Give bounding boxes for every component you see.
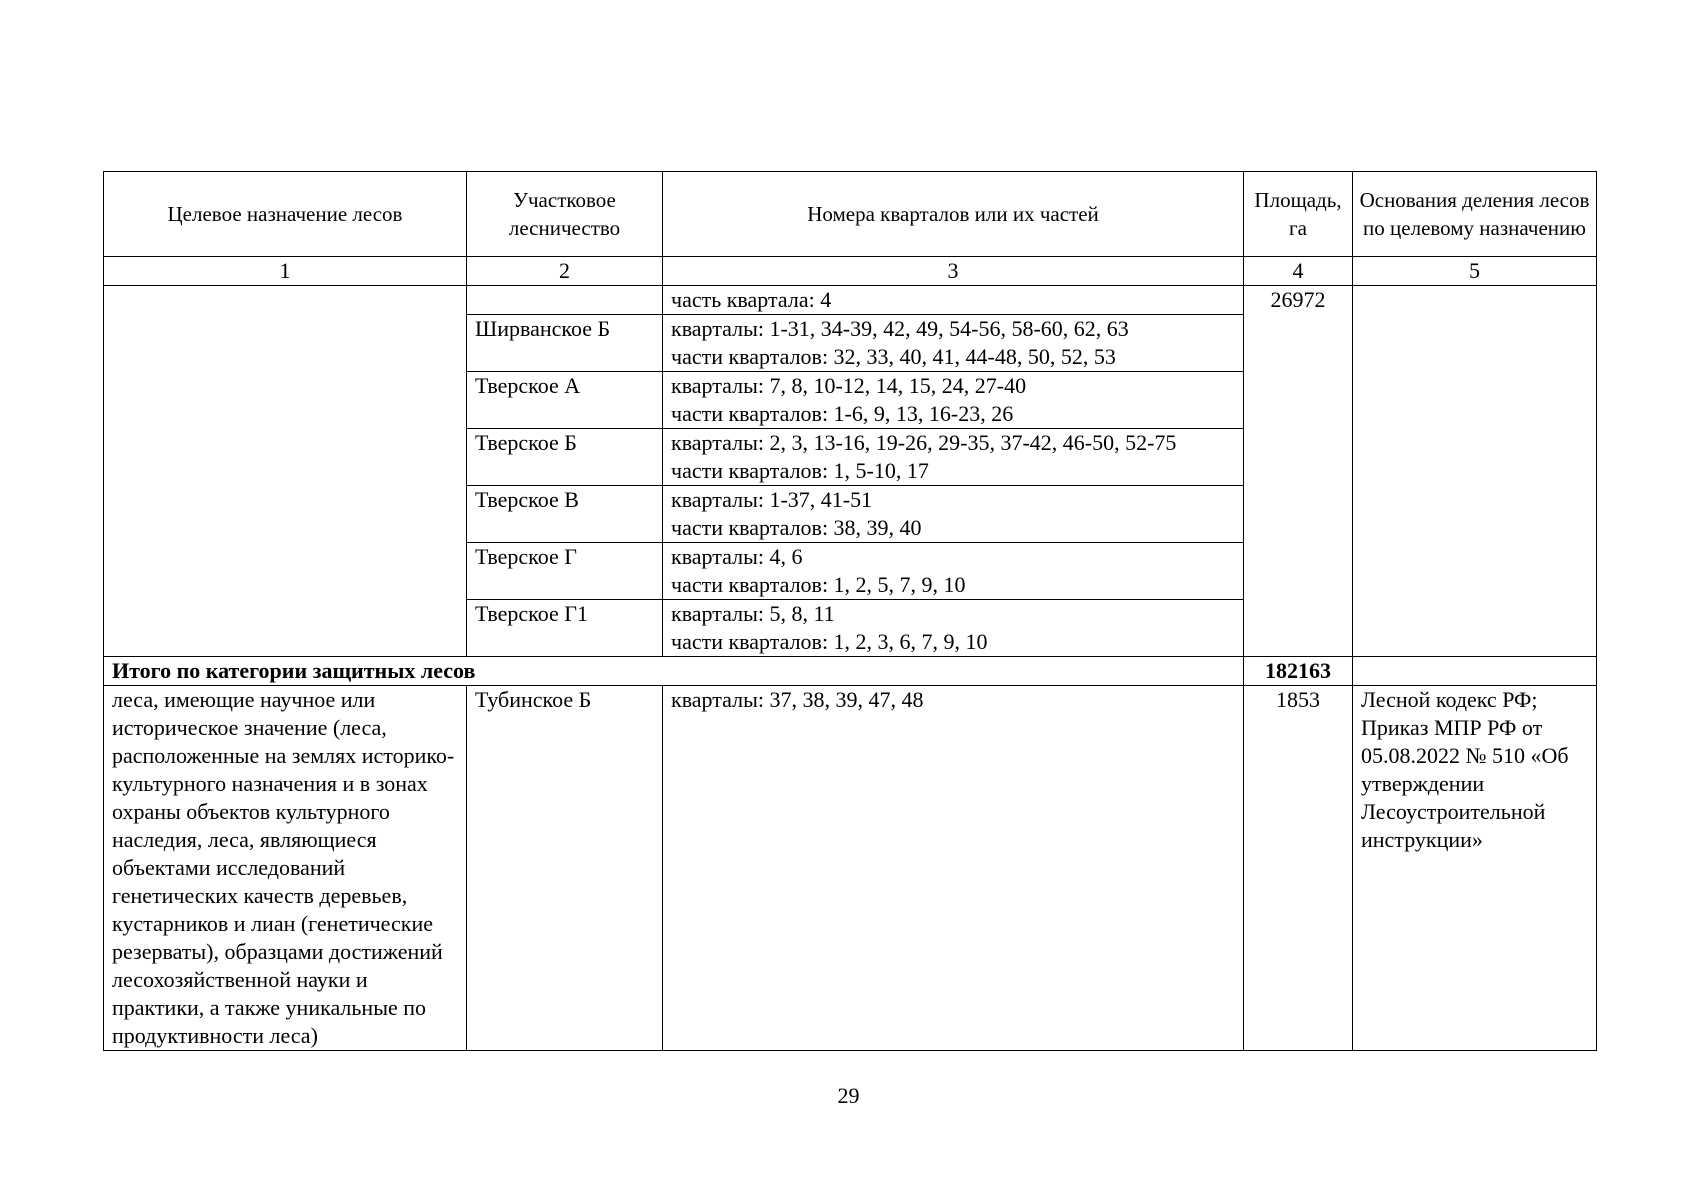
quarters-cell xyxy=(663,429,1244,486)
total-row xyxy=(104,657,1597,686)
quarters-text: кварталы: 7, 8, 10-12, 14, 15, 24, 27-40 xyxy=(671,373,1027,398)
quarters-text: кварталы: 1-37, 41-51 xyxy=(671,487,873,512)
quarters-text: кварталы: 5, 8, 11 xyxy=(671,601,835,626)
forestry-cell: Тверское А xyxy=(467,372,663,429)
total-basis-empty xyxy=(1353,657,1597,686)
quarters-cell xyxy=(663,286,1244,315)
column-number: 4 xyxy=(1244,257,1353,286)
forest-purpose-table xyxy=(103,171,1597,1051)
parts-text: части кварталов: 1, 2, 3, 6, 7, 9, 10 xyxy=(671,629,988,654)
header-area: Площадь, га xyxy=(1244,172,1353,257)
quarters-text: кварталы: 4, 6 xyxy=(671,544,803,569)
basis-cell: Лесной кодекс РФ; Приказ МПР РФ от 05.08.2022 № 510 «Об утверждении Лесоустроительной инструкции» xyxy=(1353,686,1597,1051)
quarters-cell xyxy=(663,315,1244,372)
quarters-text: кварталы: 1-31, 34-39, 42, 49, 54-56, 58-60, 62, 63 xyxy=(671,316,1129,341)
table-row xyxy=(104,686,1597,1051)
column-number-row xyxy=(104,257,1597,286)
purpose-cell-empty xyxy=(104,286,467,657)
table-row xyxy=(104,286,1597,315)
page-number: 29 xyxy=(837,1083,860,1108)
parts-text: части кварталов: 32, 33, 40, 41, 44-48, 50, 52, 53 xyxy=(671,344,1116,369)
forestry-cell-empty xyxy=(467,286,663,315)
total-value: 182163 xyxy=(1244,657,1353,686)
forestry-cell: Тверское Г1 xyxy=(467,600,663,657)
purpose-cell xyxy=(104,686,467,1051)
parts-text: части кварталов: 1, 2, 5, 7, 9, 10 xyxy=(671,572,966,597)
forestry-cell: Тверское В xyxy=(467,486,663,543)
basis-cell-empty xyxy=(1353,286,1597,657)
column-number: 3 xyxy=(663,257,1244,286)
quarters-cell xyxy=(663,543,1244,600)
column-number: 1 xyxy=(104,257,467,286)
column-number: 5 xyxy=(1353,257,1597,286)
forestry-cell: Тверское Г xyxy=(467,543,663,600)
area-cell: 26972 xyxy=(1244,286,1353,657)
header-purpose: Целевое назначение лесов xyxy=(104,172,467,257)
header-quarters: Номера кварталов или их частей xyxy=(663,172,1244,257)
forestry-cell: Ширванское Б xyxy=(467,315,663,372)
header-forestry: Участковое лесничество xyxy=(467,172,663,257)
area-cell: 1853 xyxy=(1244,686,1353,1051)
header-row xyxy=(104,172,1597,257)
quarters-cell xyxy=(663,372,1244,429)
purpose-text: леса, имеющие научное или историческое значение (леса, расположенные на землях историко-культурного назначения и в зонах охраны объектов культурного наследия, леса, являющиеся объектами исследований генетических качеств деревьев, кустарников и лиан (генетические резерваты), образцами достижений лесохозяйственной науки и практики, а также уникальные по продуктивности леса) xyxy=(112,687,455,1048)
header-basis: Основания деления лесов по целевому назначению xyxy=(1353,172,1597,257)
parts-text: части кварталов: 1, 5-10, 17 xyxy=(671,458,929,483)
forestry-cell: Тубинское Б xyxy=(467,686,663,1051)
quarters-cell xyxy=(663,600,1244,657)
quarters-cell xyxy=(663,486,1244,543)
column-number: 2 xyxy=(467,257,663,286)
parts-text: части кварталов: 1-6, 9, 13, 16-23, 26 xyxy=(671,401,1014,426)
quarters-text: кварталы: 2, 3, 13-16, 19-26, 29-35, 37-42, 46-50, 52-75 xyxy=(671,430,1177,455)
quarters-cell: кварталы: 37, 38, 39, 47, 48 xyxy=(663,686,1244,1051)
total-label: Итого по категории защитных лесов xyxy=(104,657,1244,686)
forestry-cell: Тверское Б xyxy=(467,429,663,486)
parts-text: части кварталов: 38, 39, 40 xyxy=(671,515,922,540)
quarters-text: часть квартала: 4 xyxy=(671,287,832,312)
